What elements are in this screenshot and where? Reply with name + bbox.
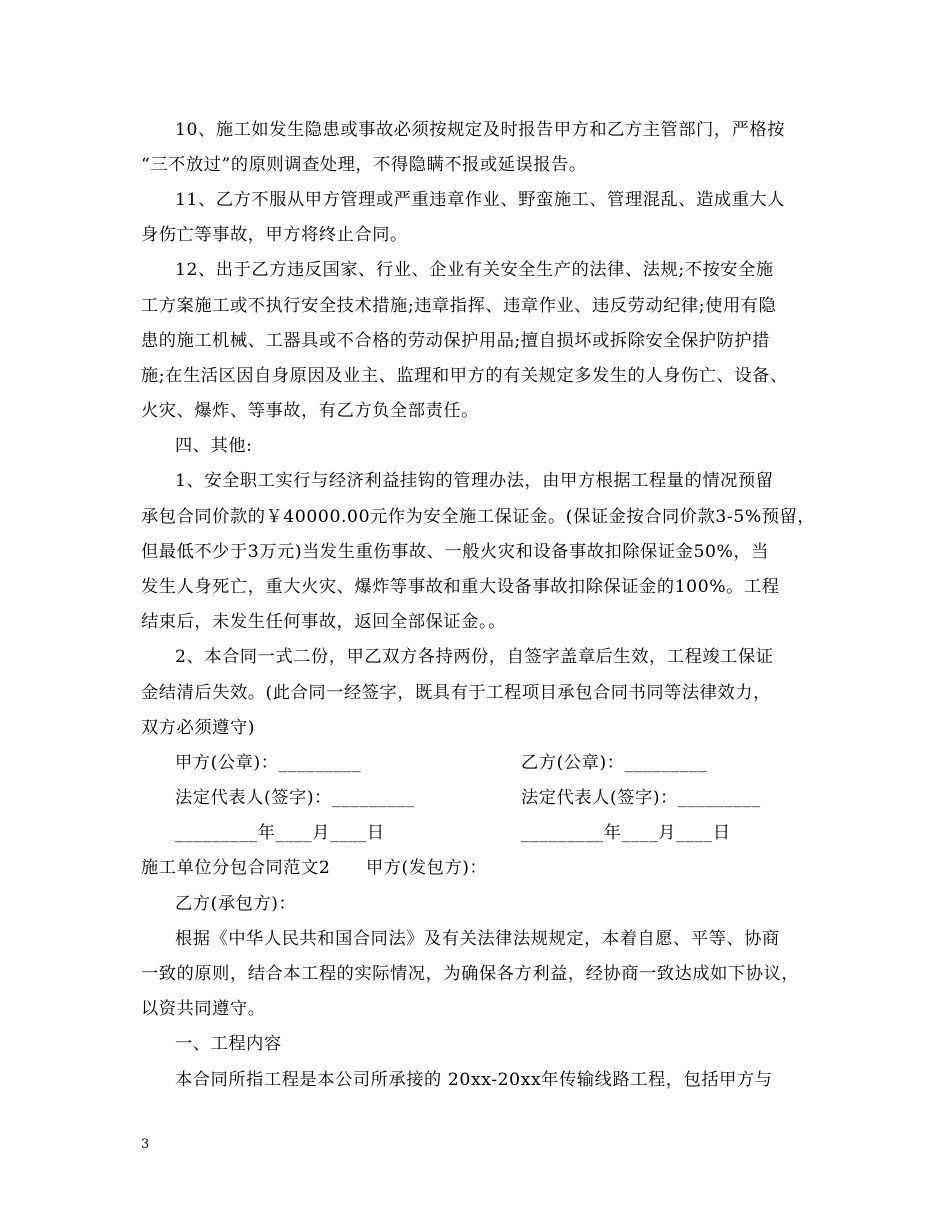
paragraph-line: 2、本合同一式二份，甲乙双方各持两份，自签字盖章后生效，工程竣工保证 — [175, 647, 774, 667]
paragraph-line: 乙方(承包方)： — [175, 894, 297, 914]
section-heading: 一、工程内容 — [175, 1034, 282, 1054]
paragraph-line: 双方必须遵守) — [141, 718, 256, 738]
paragraph-line: 患的施工机械、工器具或不合格的劳动保护用品;擅自损坏或拆除安全保护防护措 — [141, 331, 770, 351]
party-a-representative: 法定代表人(签字)：_________ — [175, 788, 415, 808]
paragraph-line: 本合同所指工程是本公司所承接的 20xx-20xx年传输线路工程，包括甲方与 — [175, 1070, 773, 1090]
paragraph-line: 一致的原则，结合本工程的实际情况，为确保各方利益，经协商一致达成如下协议， — [141, 964, 800, 984]
paragraph-line: 工方案施工或不执行安全技术措施;违章指挥、违章作业、违反劳动纪律;使用有隐 — [141, 296, 777, 316]
section-heading: 四、其他: — [175, 436, 253, 456]
party-a-date: _________年____月____日 — [175, 823, 385, 843]
party-b-seal: 乙方(公章)：_________ — [521, 753, 708, 773]
document-title-line: 施工单位分包合同范文2 甲方(发包方)： — [141, 858, 488, 878]
party-a-seal: 甲方(公章)：_________ — [175, 753, 362, 773]
paragraph-line: 发生人身死亡，重大火灾、爆炸等事故和重大设备事故扣除保证金的100%。工程 — [141, 577, 780, 597]
paragraph-line: 10、施工如发生隐患或事故必须按规定及时报告甲方和乙方主管部门，严格按 — [175, 120, 786, 140]
paragraph-line: 结束后，未发生任何事故，返回全部保证金。。 — [141, 612, 506, 632]
paragraph-line: 身伤亡等事故，甲方将终止合同。 — [141, 225, 408, 245]
paragraph-line: 1、安全职工实行与经济利益挂钩的管理办法，由甲方根据工程量的情况预留 — [175, 471, 774, 491]
paragraph-line: “三不放过”的原则调查处理，不得隐瞒不报或延误报告。 — [141, 155, 587, 175]
paragraph-line: 金结清后失效。(此合同一经签字，既具有于工程项目承包合同书同等法律效力， — [141, 683, 771, 703]
paragraph-line: 承包合同价款的￥40000.00元作为安全施工保证金。(保证金按合同价款3-5%预留， — [141, 507, 816, 527]
paragraph-line: 根据《中华人民共和国合同法》及有关法律法规规定，本着自愿、平等、协商 — [175, 929, 780, 949]
paragraph-line: 11、乙方不服从甲方管理或严重违章作业、野蛮施工、管理混乱、造成重大人 — [175, 190, 786, 210]
paragraph-line: 12、出于乙方违反国家、行业、企业有关安全生产的法律、法规;不按安全施 — [175, 260, 774, 280]
party-b-date: _________年____月____日 — [521, 823, 731, 843]
party-b-representative: 法定代表人(签字)：_________ — [521, 788, 761, 808]
paragraph-line: 但最低不少于3万元)当发生重伤事故、一般火灾和设备事故扣除保证金50%，当 — [141, 542, 770, 562]
paragraph-line: 火灾、爆炸、等事故，有乙方负全部责任。 — [141, 401, 479, 421]
paragraph-line: 以资共同遵守。 — [141, 999, 266, 1019]
page-number: 3 — [141, 1137, 150, 1152]
paragraph-line: 施;在生活区因自身原因及业主、监理和甲方的有关规定多发生的人身伤亡、设备、 — [141, 366, 788, 386]
